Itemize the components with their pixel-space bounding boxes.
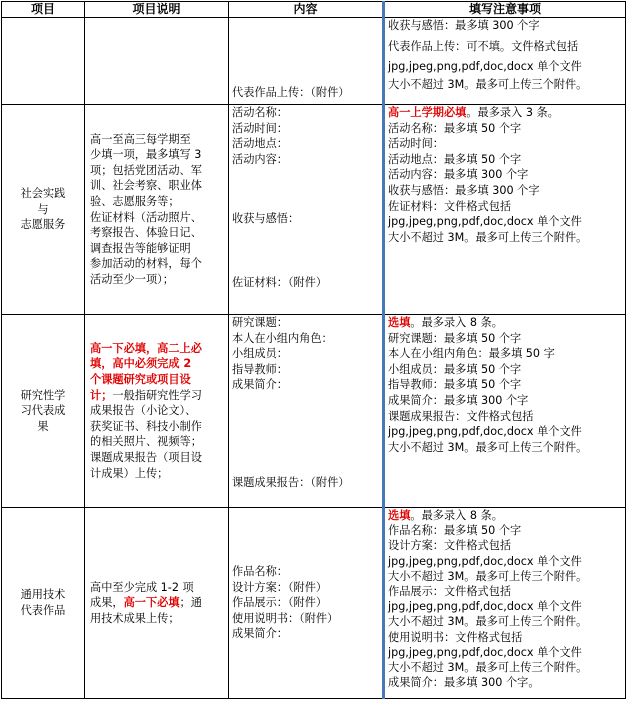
note-line: 大小不超过 3M。最多可上传三个附件。	[388, 77, 588, 91]
item-cell: 通用技术 代表作品	[2, 508, 85, 699]
table-row	[2, 105, 626, 315]
content-cell: 作品名称： 设计方案：（附件） 作品展示：（附件） 使用说明书：（附件） 成果简介：	[229, 508, 384, 699]
optional-badge: 选填	[388, 316, 411, 329]
optional-badge: 选填	[388, 509, 411, 522]
header-description: 项目说明	[85, 2, 229, 18]
notes-cell: 高一上学期必填。最多录入 3 条。 活动名称：最多填 50 个字 活动时间： 活动地点：最多填 50 个字 活动内容：最多填 300 个字 收获与感悟：最多填 300 个字 佐证材料：文件格式包括 jpg,jpeg,png,pdf,doc,docx 单个文件 大小不超过 3M。最多可上传三个附件。	[384, 105, 626, 315]
content-cell: 活动名称： 活动时间： 活动地点： 活动内容： 收获与感悟： 佐证材料：（附件）	[229, 105, 384, 315]
content-cell	[229, 18, 384, 105]
required-badge: 高一上学期必填	[388, 106, 467, 119]
item-cell: 社会实践 与 志愿服务	[2, 105, 85, 315]
description-cell: 高一下必填，高二上必 填，高中必须完成 2 个课题研究或项目设 计；一般指研究性学习 成果报告（小论文）、 获奖证书、科技小制作 的相关照片、视频等； 课题成果报告（项目设 计成果）上传；	[85, 315, 229, 508]
notes-cell	[384, 18, 626, 105]
content-cell: 研究课题： 本人在小组内角色： 小组成员： 指导教师： 成果简介： 课题成果报告：（附件）	[229, 315, 384, 508]
table-row	[2, 18, 626, 105]
description-cell: 高一至高三每学期至 少填一项，最多填写 3 项；包括党团活动、军 训、社会考察、职业体 验、志愿服务等； 佐证材料（活动照片、 考察报告、体验日记、 调查报告等能够证明 参加活动的材料，每个 活动至少一项）；	[85, 105, 229, 315]
header-item: 项目	[2, 2, 85, 18]
content-line: 代表作品上传：（附件）	[232, 86, 350, 100]
header-notes: 填写注意事项	[384, 2, 626, 18]
header-content: 内容	[229, 2, 384, 18]
table-row	[2, 315, 626, 508]
table-row	[2, 508, 626, 699]
description-cell: 高中至少完成 1-2 项 成果，高一下必填；通 用技术成果上传；	[85, 508, 229, 699]
notes-cell: 选填。最多录入 8 条。 研究课题：最多填 50 个字 本人在小组内角色：最多填 50 字 小组成员：最多填 50 个字 指导教师：最多填 50 个字 成果简介：最多填 300 个字 课题成果报告：文件格式包括 jpg,jpeg,png,pdf,doc,docx 单个文件 大小不超过 3M。最多可上传三个附件。	[384, 315, 626, 508]
notes-cell: 选填。最多录入 8 条。 作品名称：最多填 50 个字 设计方案：文件格式包括 jpg,jpeg,png,pdf,doc,docx 单个文件 大小不超过 3M。最多可上传三个附件。 作品展示：文件格式包括 jpg,jpeg,png,pdf,doc,docx 单个文件 大小不超过 3M。最多可上传三个附件。 使用说明书：文件格式包括 jpg,jpeg,png,pdf,doc,docx 单个文件 大小不超过 3M。最多可上传三个附件。 成果简介：最多填 300 个字。	[384, 508, 626, 699]
item-cell: 研究性学 习代表成 果	[2, 315, 85, 508]
note-line: 收获与感悟：最多填 300 个字	[388, 19, 540, 32]
form-guide-table	[1, 1, 626, 699]
note-line: 代表作品上传：可不填。文件格式包括	[388, 39, 579, 53]
header-row	[2, 2, 626, 18]
note-line: jpg,jpeg,png,pdf,doc,docx 单个文件	[388, 60, 582, 74]
